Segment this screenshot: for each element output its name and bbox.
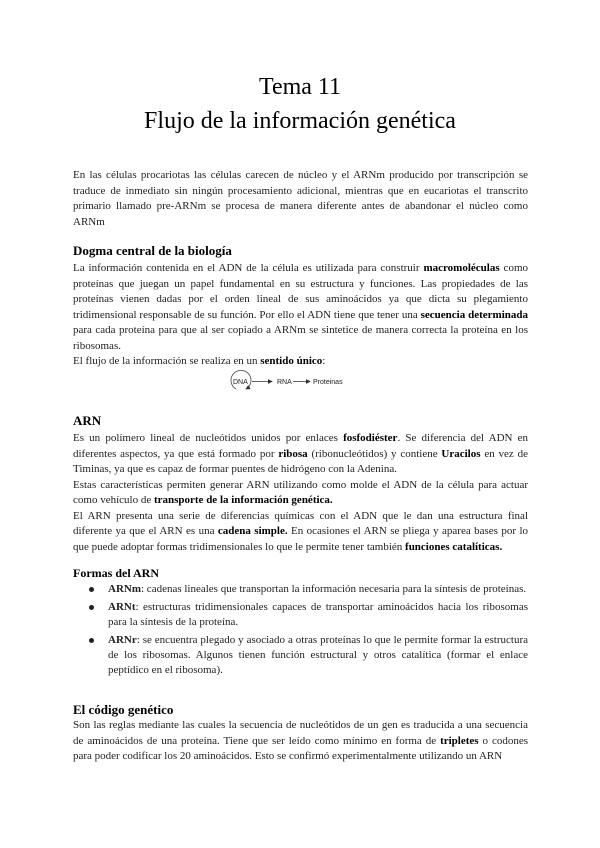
codigo-paragraph: Son las reglas mediante las cuales la secuencia de nucleótidos de un gen es traducida a una secuencia de aminoácidos de una proteína. Tiene que ser leído como mínimo en forma de tripletes o codones para poder codificar los 20 aminoácidos. Esto se confirmó experimentalmente utilizando un ARN bbox=[73, 719, 528, 762]
diagram-node-dna: DNA bbox=[233, 379, 248, 386]
dogma-paragraph: La información contenida en el ADN de la célula es utilizada para construir macromoléculas como proteínas que juegan un papel fundamental en su estructura y funciones. Las propiedades de las proteínas vienen dadas por el orden lineal de sus aminoácidos ya que dicta su plegamiento tridimensional responsable de su función. Por ello el ADN tiene que tener una secuencia determinada para cada proteína para que al ser copiado a ARNm se sintetice de manera correcta la proteína en los ribosomas. El flujo de la información se realiza en un sentido único: bbox=[73, 262, 528, 367]
intro-paragraph: En las células procariotas las células carecen de núcleo y el ARNm producido por transcripción se traduce de inmediato sin ningún procesamiento adicional, mientras que en eucariotas el transcrito primario llamado pre-ARNm se procesa de manera diferente antes de abandonar el núcleo como ARNm bbox=[73, 169, 528, 228]
formas-heading: Formas del ARN bbox=[73, 566, 159, 580]
bullet-icon bbox=[89, 605, 94, 610]
list-item: ARNt: estructuras tridimensionales capaces de transportar aminoácidos hacia los ribosomas para la síntesis de la proteína. bbox=[73, 600, 528, 630]
list-item: ARNr: se encuentra plegado y asociado a otras proteínas lo que le permite formar la estructura de los ribosomas. Algunos tienen función estructural y otros catalítica (formar el enlace peptídico en el ribosoma). bbox=[73, 633, 528, 678]
bullet-icon bbox=[89, 638, 94, 643]
formas-list bbox=[73, 582, 528, 681]
dogma-heading: Dogma central de la biología bbox=[73, 243, 232, 258]
bullet-icon bbox=[89, 587, 94, 592]
list-item: ARNm: cadenas lineales que transportan la información necesaria para la síntesis de proteínas. bbox=[73, 582, 528, 597]
arn-paragraph: Es un polímero lineal de nucleótidos unidos por enlaces fosfodiéster. Se diferencia del ADN en diferentes aspectos, ya que está formado por ribosa (ribonucleótidos) y contiene Uracilos en vez de Timinas, ya que es capaz de formar puentes de hidrógeno con la Adenina. Estas características permiten generar ARN utilizando como molde el ADN de la célula para actuar como vehículo de transporte de la información genética. El ARN presenta una serie de diferencias químicas con el ADN que le dan una estructura final diferente ya que el ARN es una cadena simple. En ocasiones el ARN se pliega y aparea bases por lo que puede adoptar formas tridimensionales lo que le permite tener también funciones catalíticas. bbox=[73, 432, 529, 553]
page-title-subject: Flujo de la información genética bbox=[144, 108, 456, 134]
arn-heading: ARN bbox=[73, 413, 102, 428]
page-title-topic: Tema 11 bbox=[258, 74, 342, 100]
codigo-heading: El código genético bbox=[73, 702, 174, 717]
central-dogma-diagram bbox=[224, 369, 354, 393]
diagram-node-rna: RNA bbox=[277, 379, 292, 386]
diagram-node-proteins: Proteinas bbox=[313, 379, 343, 386]
